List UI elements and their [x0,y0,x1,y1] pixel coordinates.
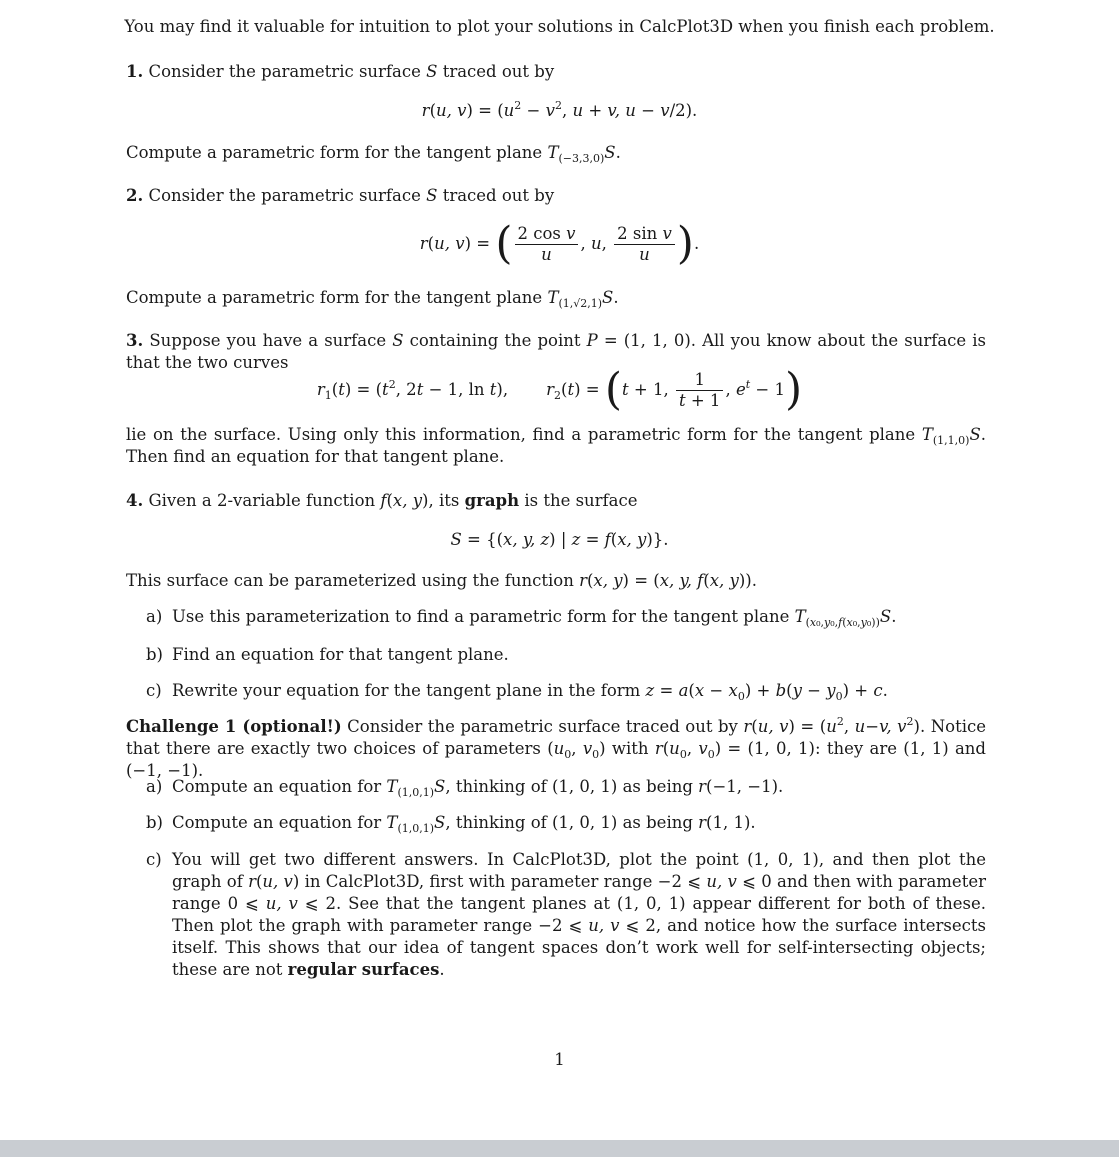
challenge-part-c: c) You will get two different answers. In CalcPlot3D, plot the point (1, 0, 1), and then plot the graph of r(u, v) in CalcPlot3D, first with parameter range −2 ⩽ u, v ⩽ 0 and then with parameter range 0 ⩽ u, v ⩽ 2. See that the tangent planes at (1, 0, 1) appear different for both of these. Then plot the graph with parameter range −2 ⩽ u, v ⩽ 2, and notice how the surface intersects itself. This shows that our idea of tangent spaces don’t work well for self-intersecting objects; these are not regular surfaces. [146,850,986,979]
challenge-title: Challenge 1 (optional!) [126,717,342,736]
problem-4-statement: 4. Given a 2-variable function f(x, y), its graph is the surface [126,491,638,510]
problem-2-equation: r(u, v) = ( $\frac{\text{2 cos v}}{u}$ , u, $\frac{\text{2 sin v}}{u}$ ). [419,218,700,269]
problem-1-statement: 1. Consider the parametric surface S traced out by [126,62,555,81]
problem-4-part-c: c) Rewrite your equation for the tangent plane in the form $z = a(x - x_0) + b(y - y_0) + c$. [146,681,888,703]
problem-4-part-b: b) Find an equation for that tangent plane. [146,645,509,664]
problem-1-equation: r(u, $v) = (u^2 - v^2$, u + v, u − v/2). [421,99,698,120]
challenge-part-b: b) Compute an equation for $T_{(1,0,1)}S$, thinking of (1, 0, 1) as being r(1, 1). [146,813,756,835]
viewer-footer-bar [0,1140,1119,1157]
page-number: 1 [554,1050,565,1069]
problem-1-task: Compute a parametric form for the tangent plane $T_{(-3,3,0)}S$. [126,143,621,165]
problem-2-task: Compute a parametric form for the tangent plane $T_{(1,√2,1)}S$. [126,288,619,310]
challenge-part-a: a) Compute an equation for $T_{(1,0,1)}S$, thinking of (1, 0, 1) as being r(−1, −1). [146,777,784,799]
problem-4-equation: S = {(x, y, z) | z = f(x, y)}. [450,530,669,549]
problem-3-equation: $r_1(t) = (t^2$, 2t − 1, ln t), $r_2(t) = (t + 1$, $\frac{1}{t + 1}$ , $e^t - 1$) [316,364,803,415]
intro-text: You may find it valuable for intuition to plot your solutions in CalcPlot3D when you finish each problem. [124,17,995,36]
problem-3-task: lie on the surface. Using only this information, find a parametric form for the tangent plane $T_{(1,1,0)}S$. Then find an equation for that tangent plane. [126,425,986,466]
problem-3-statement: 3. Suppose you have a surface S containing the point P = (1, 1, 0). All you know about the surface is that the two curves [126,331,987,372]
problem-4-part-a: a) Use this parameterization to find a parametric form for the tangent plane $T_{(x_0,y_0,f(x_0,y_0))}S$. [146,607,897,629]
challenge-statement: Challenge 1 (optional!) Consider the parametric surface traced out by r(u, $v) = (u^2$, u−v, $v^2$). Notice that there are exactly two choices of parameters ($u_0$, $v_0$) with $r(u_0$, $v_0) = (1$, 0, 1): they are (1, 1) and (−1, −1). [126,715,986,780]
problem-2-statement: 2. Consider the parametric surface S traced out by [126,186,555,205]
problem-4-param: This surface can be parameterized using the function r(x, y) = (x, y, f(x, y)). [126,571,757,590]
